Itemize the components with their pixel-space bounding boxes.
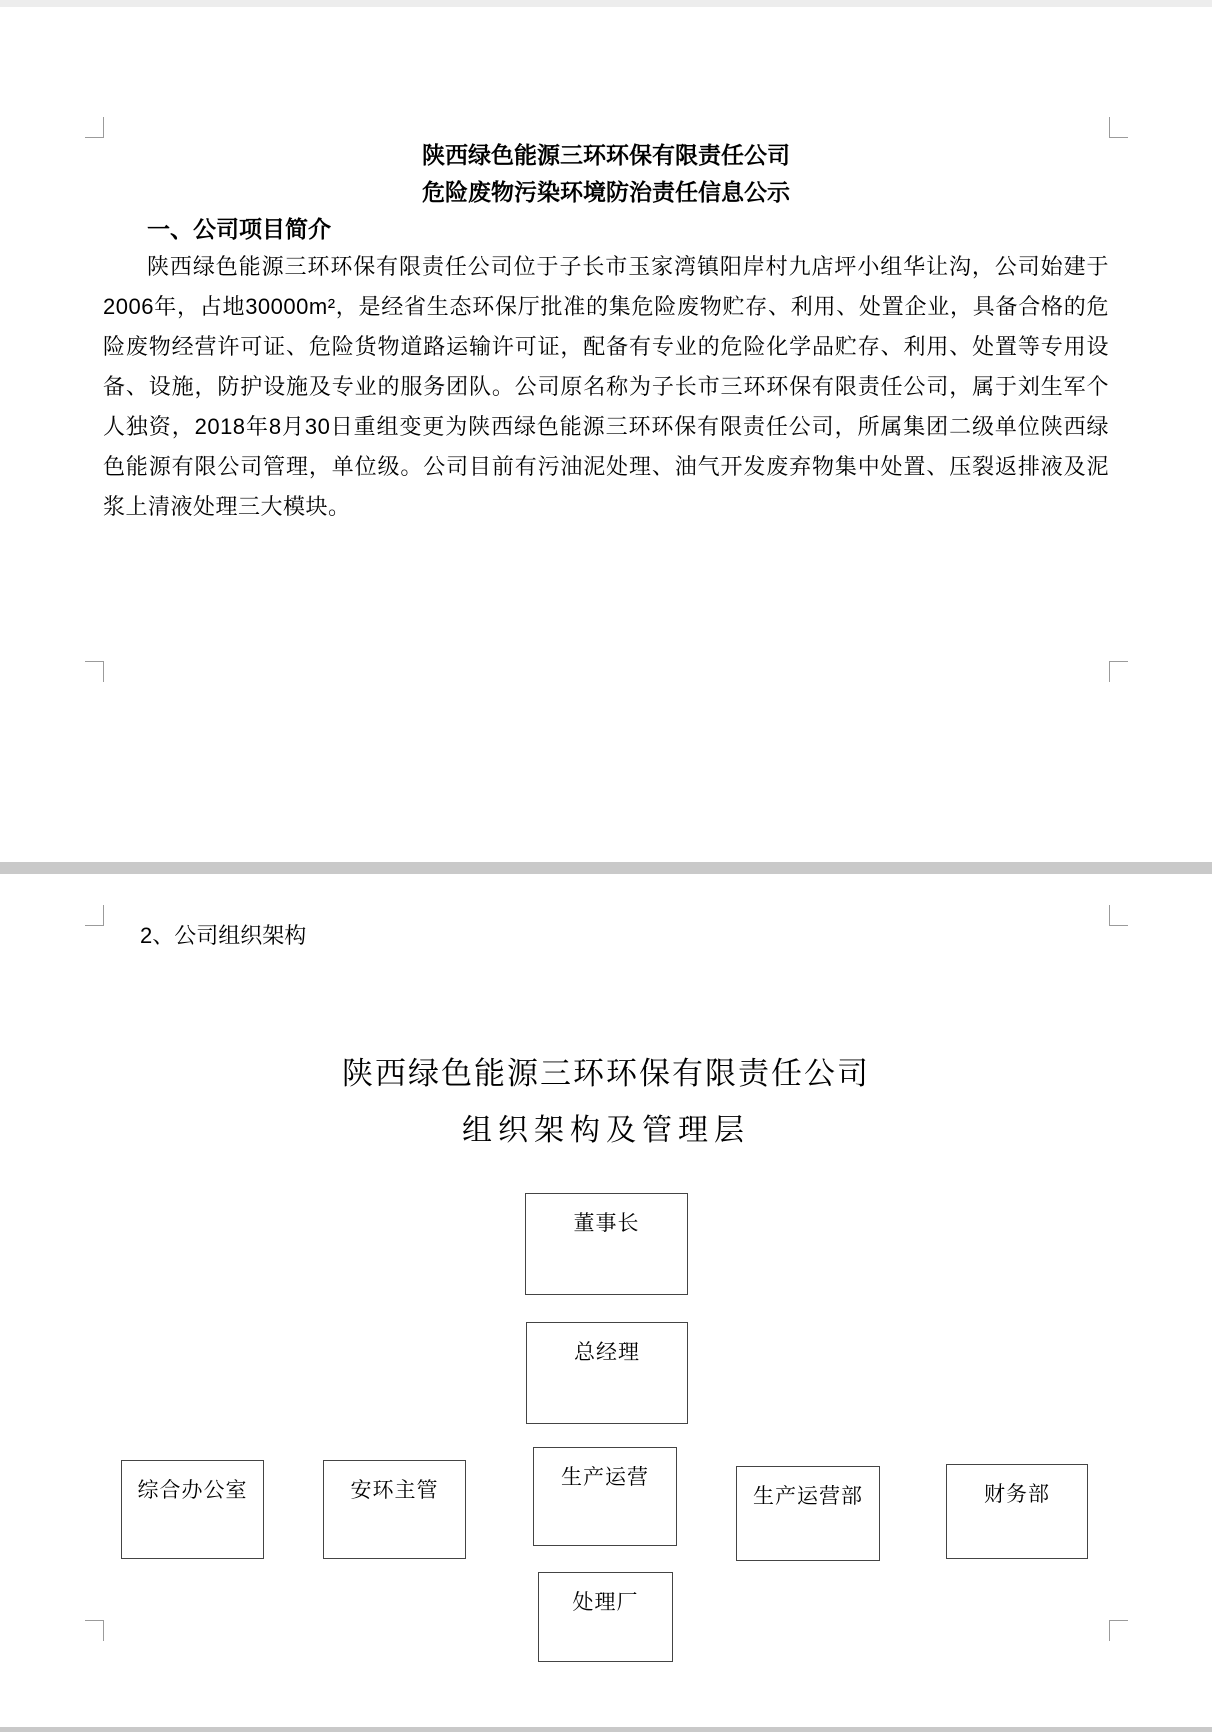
orgchart-box-general-manager — [526, 1322, 688, 1424]
orgchart-subtitle: 组织架构及管理层 — [462, 1114, 750, 1147]
orgchart-box-treatment-plant — [538, 1572, 673, 1662]
company-intro-paragraph: 陕西绿色能源三环环保有限责任公司位于子长市玉家湾镇阳岸村九店坪小组华让沟，公司始建于2006年，占地30000m²，是经省生态环保厅批准的集危险废物贮存、利用、处置企业，具备合格的危险废物经营许可证、危险货物道路运输许可证，配备有专业的危险化学品贮存、利用、处置等专用设备、设施，防护设施及专业的服务团队。公司原名称为子长市三环环保有限责任公司，属于刘生军个人独资，2018年8月30日重组变更为陕西绿色能源三环环保有限责任公司，所属集团二级单位陕西绿色能源有限公司管理，单位级。公司目前有污油泥处理、油气开发废弃物集中处置、压裂返排液及泥浆上清液处理三大模块。 — [103, 254, 1109, 519]
orgchart-box-label: 总经理 — [574, 1341, 640, 1364]
margin-mark — [1109, 1620, 1128, 1641]
margin-mark — [1109, 117, 1128, 138]
margin-mark — [85, 117, 104, 138]
section-heading-org-structure: 2、公司组织架构 — [140, 923, 307, 948]
orgchart-box-chairman — [525, 1193, 688, 1295]
page1-subtitle: 危险废物污染环境防治责任信息公示 — [422, 179, 790, 205]
orgchart-box-finance-dept — [946, 1464, 1088, 1559]
margin-mark — [85, 1620, 104, 1641]
orgchart-box-label: 生产运营部 — [753, 1485, 863, 1508]
page-gap-top — [0, 0, 1212, 7]
orgchart-box-safety-environment-supervisor — [323, 1460, 466, 1559]
orgchart-box-label: 生产运营 — [561, 1466, 649, 1489]
orgchart-box-general-office — [121, 1460, 264, 1559]
orgchart-box-label: 处理厂 — [572, 1591, 639, 1614]
page-gap-divider — [0, 862, 1212, 874]
orgchart-box-label: 财务部 — [984, 1483, 1050, 1506]
orgchart-box-label: 综合办公室 — [137, 1479, 248, 1502]
orgchart-box-production-operations — [533, 1447, 677, 1546]
page1-title: 陕西绿色能源三环环保有限责任公司 — [422, 142, 790, 168]
page-gap-bottom — [0, 1727, 1212, 1732]
margin-mark — [85, 905, 104, 926]
margin-mark — [85, 661, 104, 682]
margin-mark — [1109, 905, 1128, 926]
orgchart-box-production-operations-dept — [736, 1466, 880, 1561]
orgchart-box-label: 董事长 — [573, 1212, 640, 1235]
section-heading-company-intro: 一、公司项目简介 — [147, 216, 331, 242]
orgchart-box-label: 安环主管 — [350, 1479, 439, 1502]
orgchart-title: 陕西绿色能源三环环保有限责任公司 — [342, 1056, 870, 1091]
margin-mark — [1109, 661, 1128, 682]
